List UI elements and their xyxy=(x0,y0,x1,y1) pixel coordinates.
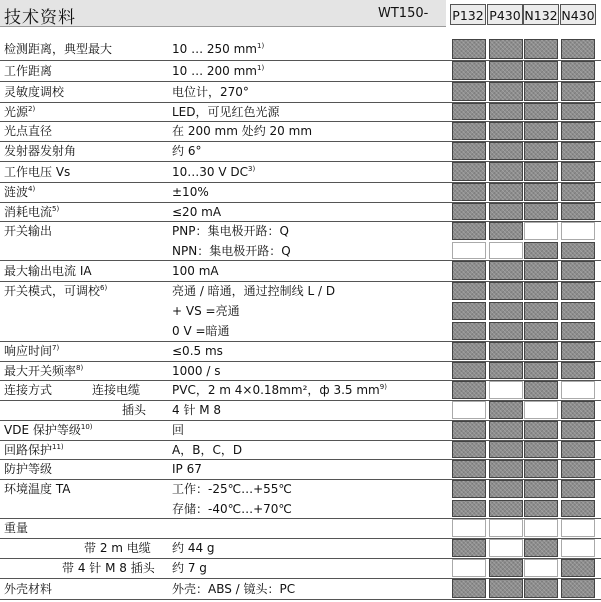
availability-cell-filled xyxy=(489,460,523,478)
availability-cell-filled xyxy=(561,401,595,419)
model-header-p430: P430 xyxy=(487,4,523,25)
availability-cell-filled xyxy=(489,61,523,80)
table-row xyxy=(0,221,601,241)
availability-cell-empty xyxy=(489,381,523,399)
availability-cell-filled xyxy=(524,460,558,478)
availability-cell-filled xyxy=(561,282,595,300)
availability-cell-filled xyxy=(524,242,558,259)
availability-cell-filled xyxy=(452,142,486,160)
spec-value xyxy=(172,561,207,575)
spec-value-text: LED，可见红色光源 xyxy=(172,104,280,119)
table-row xyxy=(0,81,601,103)
availability-cell-empty xyxy=(452,242,486,259)
availability-cell-filled xyxy=(452,183,486,201)
spec-value xyxy=(172,224,289,238)
spec-label-text: 带 2 m 电缆 xyxy=(84,541,151,555)
spec-label-text: 回路保护 xyxy=(4,442,53,457)
availability-cell-filled xyxy=(489,142,523,160)
availability-cell-filled xyxy=(452,261,486,280)
availability-cell-filled xyxy=(452,61,486,80)
table-row xyxy=(0,182,601,203)
spec-value-text: 100 mA xyxy=(172,263,219,278)
spec-label xyxy=(4,105,35,119)
availability-cell-filled xyxy=(452,82,486,101)
spec-value xyxy=(172,205,221,219)
table-row xyxy=(0,479,601,499)
spec-value xyxy=(172,144,201,158)
footnote-mark: 1) xyxy=(257,63,265,72)
page-title: 技术资料 xyxy=(4,8,76,28)
model-prefix: WT150- xyxy=(378,6,429,21)
spec-value-text: 1000 / s xyxy=(172,363,221,378)
availability-cell-empty xyxy=(561,519,595,537)
availability-cell-filled xyxy=(524,203,558,220)
availability-cell-filled xyxy=(561,460,595,478)
availability-cell-filled xyxy=(489,579,523,598)
spec-label-text: 消耗电流 xyxy=(4,204,53,219)
table-row xyxy=(0,241,601,261)
availability-cell-filled xyxy=(524,82,558,101)
availability-cell-empty xyxy=(524,519,558,537)
availability-cell-filled xyxy=(524,302,558,320)
availability-cell-filled xyxy=(489,302,523,320)
spec-sublabel: 连接电缆 xyxy=(92,383,141,397)
spec-value-text: 亮通 / 暗通，通过控制线 L / D xyxy=(172,284,336,298)
spec-value-text: 0 V =暗通 xyxy=(172,324,230,338)
availability-cell-empty xyxy=(524,559,558,577)
spec-value xyxy=(172,582,295,596)
availability-cell-filled xyxy=(452,122,486,140)
spec-value-text: PVC，2 m 4×0.18mm²，ф 3.5 mm xyxy=(172,383,380,397)
availability-cell-filled xyxy=(452,500,486,517)
availability-cell-filled xyxy=(452,39,486,59)
availability-cell-filled xyxy=(452,539,486,557)
spec-value-text: 10 … 250 mm xyxy=(172,42,257,56)
availability-cell-filled xyxy=(561,203,595,220)
availability-cell-empty xyxy=(561,381,595,399)
spec-value xyxy=(172,482,292,496)
table-row xyxy=(0,400,601,421)
spec-value-text: 10…30 V DC xyxy=(172,164,248,179)
availability-cell-filled xyxy=(524,500,558,517)
table-row xyxy=(0,518,601,539)
spec-value xyxy=(172,364,220,378)
spec-label xyxy=(4,205,59,219)
model-header-n132: N132 xyxy=(523,4,559,25)
availability-cell-filled xyxy=(524,362,558,379)
table-row xyxy=(0,301,601,321)
spec-value xyxy=(172,185,209,199)
availability-cell-filled xyxy=(561,122,595,140)
availability-cell-filled xyxy=(524,162,558,181)
spec-label-text: 带 4 针 M 8 插头 xyxy=(62,561,155,575)
availability-cell-filled xyxy=(489,122,523,140)
spec-value-text: PNP：集电极开路：Q xyxy=(172,224,289,238)
availability-cell-empty xyxy=(452,559,486,577)
spec-label-text: 光点直径 xyxy=(4,124,53,138)
availability-cell-filled xyxy=(489,222,523,240)
table-row xyxy=(0,102,601,122)
availability-cell-filled xyxy=(489,261,523,280)
spec-label xyxy=(4,482,70,496)
spec-label xyxy=(4,344,59,358)
availability-cell-empty xyxy=(489,242,523,259)
spec-label-text: 发射器发射角 xyxy=(4,144,77,158)
availability-cell-filled xyxy=(561,579,595,598)
spec-value-text: 存储：-40℃…+70℃ xyxy=(172,501,292,516)
availability-cell-filled xyxy=(489,362,523,379)
spec-label xyxy=(4,64,52,78)
spec-header xyxy=(0,0,601,26)
footnote-mark: 2) xyxy=(28,104,36,113)
table-row xyxy=(0,440,601,460)
footnote-mark: 7) xyxy=(52,344,60,352)
availability-cell-filled xyxy=(561,302,595,320)
availability-cell-filled xyxy=(561,142,595,160)
table-row xyxy=(0,202,601,222)
table-row xyxy=(0,121,601,142)
spec-value xyxy=(172,541,215,555)
availability-cell-filled xyxy=(561,242,595,259)
spec-value xyxy=(172,423,184,437)
availability-cell-filled xyxy=(489,441,523,458)
availability-cell-filled xyxy=(524,579,558,598)
availability-cell-filled xyxy=(524,480,558,498)
spec-label-text: 工作距离 xyxy=(4,63,53,78)
spec-value-text: 4 针 M 8 xyxy=(172,403,222,417)
spec-label xyxy=(4,521,28,535)
model-header-n430: N430 xyxy=(560,4,596,25)
availability-cell-filled xyxy=(524,539,558,557)
availability-cell-filled xyxy=(561,322,595,340)
availability-cell-filled xyxy=(561,61,595,80)
model-header-p132: P132 xyxy=(450,4,486,25)
availability-cell-filled xyxy=(524,183,558,201)
spec-value-text: 工作：-25℃…+55℃ xyxy=(172,482,292,496)
spec-label xyxy=(4,462,52,476)
spec-value xyxy=(172,85,249,99)
spec-value xyxy=(172,264,219,278)
spec-value xyxy=(172,64,264,78)
availability-cell-filled xyxy=(524,342,558,360)
spec-label-text: 响应时间 xyxy=(4,344,53,358)
table-row xyxy=(0,321,601,342)
availability-cell-filled xyxy=(561,342,595,360)
availability-cell-filled xyxy=(452,441,486,458)
spec-label xyxy=(4,582,52,596)
availability-cell-filled xyxy=(452,362,486,379)
spec-value xyxy=(172,403,221,417)
footnote-mark: 4) xyxy=(28,185,36,193)
footnote-mark: 11) xyxy=(52,442,64,451)
spec-value xyxy=(172,284,335,298)
footnote-mark: 6) xyxy=(100,284,108,292)
availability-cell-empty xyxy=(489,519,523,537)
table-row xyxy=(0,459,601,480)
footnote-mark: 3) xyxy=(248,164,256,173)
availability-cell-filled xyxy=(524,441,558,458)
availability-cell-filled xyxy=(561,480,595,498)
table-row xyxy=(0,499,601,519)
availability-cell-filled xyxy=(489,322,523,340)
availability-cell-filled xyxy=(489,282,523,300)
availability-cell-filled xyxy=(452,342,486,360)
spec-value xyxy=(172,383,387,397)
availability-cell-filled xyxy=(489,162,523,181)
spec-label-text: 灵敏度调校 xyxy=(4,84,65,99)
availability-cell-filled xyxy=(452,421,486,439)
spec-label-text: 重量 xyxy=(4,521,29,535)
availability-cell-filled xyxy=(452,222,486,240)
spec-label xyxy=(122,403,146,417)
availability-cell-filled xyxy=(452,579,486,598)
availability-cell-filled xyxy=(452,282,486,300)
spec-label xyxy=(62,561,155,575)
availability-cell-filled xyxy=(524,322,558,340)
availability-cell-filled xyxy=(524,142,558,160)
spec-value-text: 在 200 mm 处约 20 mm xyxy=(172,124,313,138)
spec-label xyxy=(4,185,35,199)
spec-value xyxy=(172,324,230,338)
table-row xyxy=(0,380,601,401)
availability-cell-filled xyxy=(452,302,486,320)
availability-cell-filled xyxy=(561,559,595,577)
spec-label-text: 外壳材料 xyxy=(4,581,53,596)
spec-value xyxy=(172,502,292,516)
table-row xyxy=(0,141,601,162)
availability-cell-filled xyxy=(561,261,595,280)
availability-cell-filled xyxy=(561,103,595,120)
table-row xyxy=(0,281,601,301)
availability-cell-filled xyxy=(489,39,523,59)
availability-cell-empty xyxy=(561,539,595,557)
spec-label xyxy=(84,541,151,555)
table-row xyxy=(0,578,601,600)
spec-value xyxy=(172,105,280,119)
spec-label-text: 最大开关频率 xyxy=(4,363,77,378)
spec-value-text: 约 44 g xyxy=(172,541,215,555)
table-row xyxy=(0,420,601,441)
availability-cell-filled xyxy=(561,362,595,379)
spec-label-text: 检测距离，典型最大 xyxy=(4,42,113,56)
spec-value-text: ≤20 mA xyxy=(172,204,222,219)
table-row xyxy=(0,361,601,381)
spec-label xyxy=(4,144,76,158)
spec-value xyxy=(172,42,264,56)
spec-label-text: 涟波 xyxy=(4,185,29,199)
availability-cell-filled xyxy=(452,103,486,120)
spec-label-text: 防护等级 xyxy=(4,462,53,476)
spec-label-text: 开关模式，可调校 xyxy=(4,284,101,298)
availability-cell-filled xyxy=(489,421,523,439)
availability-cell-filled xyxy=(524,61,558,80)
availability-cell-filled xyxy=(524,39,558,59)
spec-value-text: 回 xyxy=(172,423,185,437)
availability-cell-filled xyxy=(489,559,523,577)
spec-label xyxy=(4,85,64,99)
availability-cell-filled xyxy=(561,162,595,181)
spec-value-text: ≤0.5 ms xyxy=(172,344,223,358)
spec-value xyxy=(172,443,242,457)
availability-cell-filled xyxy=(489,480,523,498)
spec-value xyxy=(172,304,240,318)
spec-value-text: ±10% xyxy=(172,185,209,199)
availability-cell-empty xyxy=(489,539,523,557)
availability-cell-filled xyxy=(524,122,558,140)
spec-value-text: 10 … 200 mm xyxy=(172,63,257,78)
availability-cell-filled xyxy=(489,342,523,360)
availability-cell-empty xyxy=(561,222,595,240)
spec-value xyxy=(172,244,291,258)
availability-cell-filled xyxy=(561,82,595,101)
spec-value-text: 外壳：ABS / 镜头：PC xyxy=(172,581,296,596)
availability-cell-filled xyxy=(524,282,558,300)
availability-cell-empty xyxy=(524,222,558,240)
spec-label-text: 光源 xyxy=(4,104,29,119)
availability-cell-filled xyxy=(452,162,486,181)
spec-label xyxy=(4,124,52,138)
spec-value-text: 约 7 g xyxy=(172,561,207,575)
availability-cell-filled xyxy=(489,500,523,517)
table-row xyxy=(0,161,601,183)
availability-cell-filled xyxy=(452,480,486,498)
availability-cell-filled xyxy=(489,103,523,120)
availability-cell-empty xyxy=(524,401,558,419)
spec-label-text: VDE 保护等级 xyxy=(4,423,81,437)
availability-cell-filled xyxy=(489,82,523,101)
spec-label xyxy=(4,264,92,278)
availability-cell-filled xyxy=(524,261,558,280)
spec-label xyxy=(4,284,107,298)
spec-value-text: 电位计，270° xyxy=(172,84,249,99)
spec-label-text: 工作电压 Vs xyxy=(4,164,71,179)
spec-label xyxy=(4,42,112,56)
spec-label xyxy=(4,364,83,378)
availability-cell-filled xyxy=(561,441,595,458)
availability-cell-filled xyxy=(489,203,523,220)
spec-label-text: 环境温度 TA xyxy=(4,482,71,496)
availability-cell-filled xyxy=(561,39,595,59)
spec-value-text: + VS =亮通 xyxy=(172,304,240,318)
spec-value-text: IP 67 xyxy=(172,462,202,476)
availability-cell-filled xyxy=(452,381,486,399)
spec-label-text: 连接方式 xyxy=(4,383,53,397)
availability-cell-filled xyxy=(524,381,558,399)
spec-value-text: A，B，C，D xyxy=(172,442,243,457)
availability-cell-filled xyxy=(452,322,486,340)
spec-label xyxy=(4,443,64,457)
footnote-mark: 5) xyxy=(52,204,60,213)
footnote-mark: 10) xyxy=(80,423,93,431)
spec-label xyxy=(4,383,52,397)
availability-cell-filled xyxy=(489,183,523,201)
table-row xyxy=(0,538,601,559)
availability-cell-filled xyxy=(561,183,595,201)
table-row xyxy=(0,341,601,362)
spec-label-text: 开关输出 xyxy=(4,224,53,238)
availability-cell-filled xyxy=(561,500,595,517)
availability-cell-filled xyxy=(561,421,595,439)
availability-cell-filled xyxy=(524,421,558,439)
footnote-mark: 1) xyxy=(257,42,265,50)
spec-label-text: 最大输出电流 IA xyxy=(4,263,92,278)
spec-value-text: 约 6° xyxy=(172,144,202,158)
availability-cell-filled xyxy=(452,460,486,478)
availability-cell-empty xyxy=(452,519,486,537)
availability-cell-filled xyxy=(489,401,523,419)
footnote-mark: 8) xyxy=(76,363,84,372)
spec-label-text: 插头 xyxy=(122,403,147,417)
table-row xyxy=(0,60,601,82)
spec-value-text: NPN：集电极开路：Q xyxy=(172,243,291,258)
spec-label xyxy=(4,423,93,437)
spec-value xyxy=(172,165,255,179)
footnote-mark: 9) xyxy=(379,383,387,391)
table-row xyxy=(0,260,601,282)
spec-value xyxy=(172,124,312,138)
spec-value xyxy=(172,462,202,476)
table-row xyxy=(0,558,601,579)
table-row xyxy=(0,38,601,61)
availability-cell-empty xyxy=(452,401,486,419)
spec-value xyxy=(172,344,223,358)
availability-cell-filled xyxy=(452,203,486,220)
availability-cell-filled xyxy=(524,103,558,120)
spec-label xyxy=(4,224,52,238)
spec-label xyxy=(4,165,70,179)
